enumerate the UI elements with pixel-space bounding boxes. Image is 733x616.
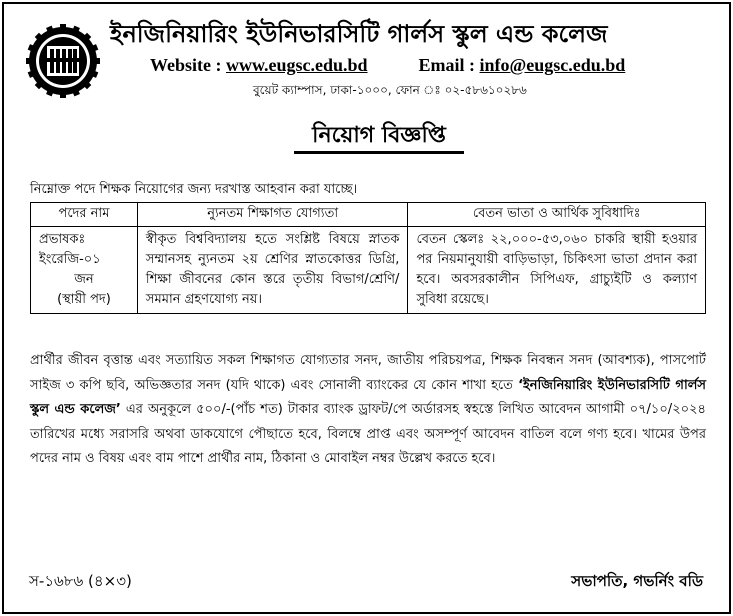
contact-line (150, 55, 625, 76)
qualification-cell: স্বীকৃত বিশ্ববিদ্যালয় হতে সংশ্লিষ্ট বিষয়ে স্নাতক সম্মানসহ ন্যুনতম ২য় শ্রেণির স্নাতকোত্তর ডিগ্রি, শিক্ষা জীবনের কোন স্তরে তৃতীয় বিভাগ/শ্রেণি/ সমমান গ্রহণযোগ্য নয়। (137, 227, 408, 314)
intro-text: নিম্নোক্ত পদে শিক্ষক নিয়োগের জন্য দরখাস্ত আহবান করা যাচ্ছে। (30, 182, 358, 197)
post-count-unit: জন (74, 272, 94, 287)
table-header-row (31, 203, 706, 227)
salary-cell: বেতন স্কেলঃ ২২,০০০-৫৩,০৬০ চাকরি স্থায়ী হওয়ার পর নিয়মানুযায়ী বাড়িভাড়া, চিকিৎসা ভাতা প্রদান করা হবে। অবসরকালীন সিপিএফ, গ্রাচ্যুইটি ও কল্যাণ সুবিধা রয়েছে। (408, 227, 706, 314)
header-qualification: ন্যুনতম শিক্ষাগত যোগ্যতা (137, 203, 408, 227)
institution-logo-icon (26, 24, 100, 98)
table-row (31, 227, 706, 314)
reference-number: স-১৬৮৬ (৪×৩) (29, 572, 132, 590)
post-cell (31, 227, 138, 314)
post-subject: ইংরেজি-০১ (39, 252, 101, 267)
website-link[interactable]: www.eugsc.edu.bd (226, 55, 368, 75)
instructions-paragraph (30, 349, 706, 472)
institution-name-bold: ‘ইনজিনিয়ারিং ইউনিভারসিটি গার্লস স্কুল এন্ড কলেজ’ (30, 377, 706, 418)
instructions-part1: প্রার্থীর জীবন বৃত্তান্ত এবং সত্যায়িত সকল শিক্ষাগত যোগ্যতার সনদ, জাতীয় পরিচয়পত্র, শিক্ষক নিবন্ধন সনদ (আবশ্যক), পাসপোর্ট সাইজ ৩ কপি ছবি, অভিজ্ঞতার সনদ (যদি থাকে) এবং সোনালী ব্যাংকের যে কোন শাখা হতে (30, 353, 706, 393)
institution-title: ইনজিনিয়ারিং ইউনিভারসিটি গার্লস স্কুল এন্ড কলেজ (110, 20, 608, 48)
email-link[interactable]: info@eugsc.edu.bd (479, 55, 626, 75)
address-line: বুয়েট ক্যাম্পাস, ঢাকা-১০০০, ফোন ঃ ০২-৫৮৬১০২৮৬ (253, 83, 527, 97)
instructions-part2: এর অনুকূলে ৫০০/-(পাঁচ শত) টাকার ব্যাংক ড্রাফট/পে অর্ডারসহ স্বহস্তে লিখিত আবেদন আগামী ০৭/১০/২০২৪ তারিখের মধ্যে সরাসরি অথবা ডাকযোগে পৌছাতে হবে, বিলম্বে প্রাপ্ত এবং অসম্পূর্ণ আবেদন বাতিল বলে গণ্য হবে। খামের উপর পদের নাম ও বিষয় এবং বাম পাশে প্রার্থীর নাম, ঠিকানা ও মোবাইল নম্বর উল্লেখ করতে হবে। (30, 402, 706, 467)
header-salary: বেতন ভাতা ও আর্থিক সুবিধাদিঃ (408, 203, 706, 227)
email-label: Email : (418, 55, 476, 75)
signatory: সভাপতি, গভর্নিং বডি (571, 572, 703, 590)
header-post: পদের নাম (31, 203, 138, 227)
vacancy-table (30, 202, 706, 314)
post-type: (স্থায়ী পদ) (57, 292, 111, 307)
website-label: Website : (150, 55, 222, 75)
post-title: প্রভাষকঃ (39, 232, 86, 247)
notice-heading: নিয়োগ বিজ্ঞপ্তি (294, 123, 464, 154)
